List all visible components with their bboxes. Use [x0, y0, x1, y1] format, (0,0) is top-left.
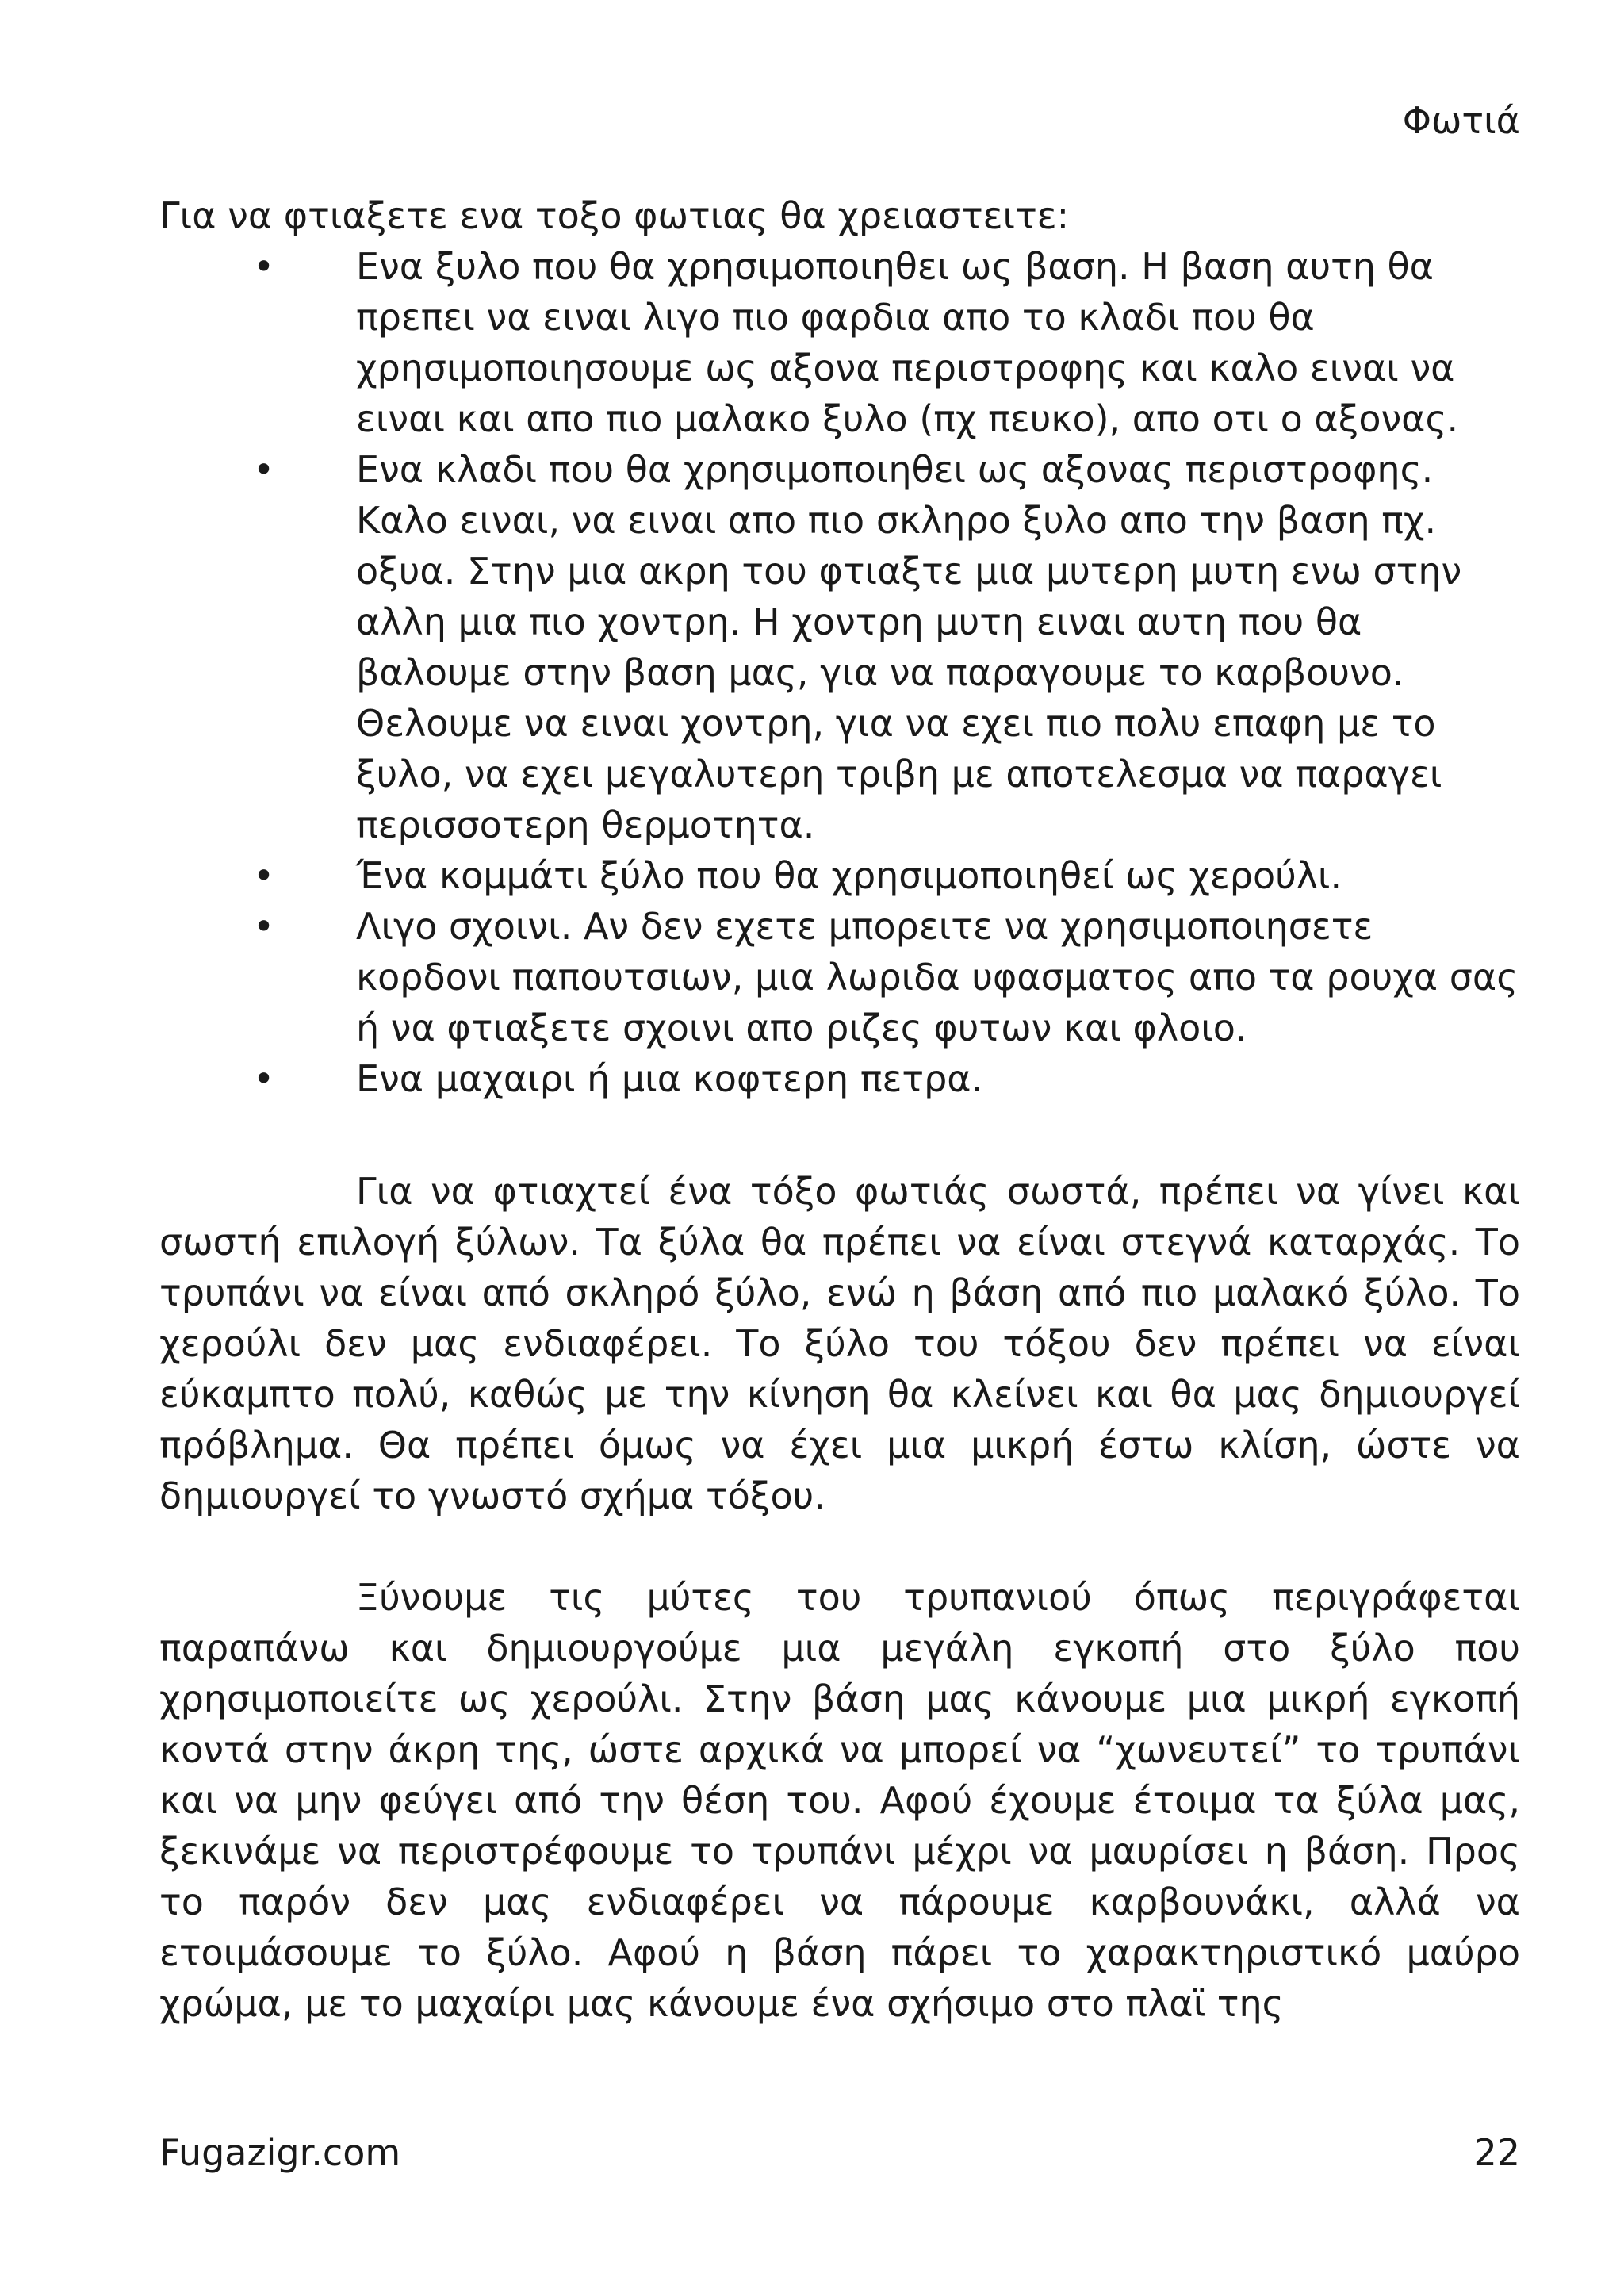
- footer-site: Fugazigr.com: [159, 2131, 401, 2174]
- running-header: Φωτιά: [1402, 99, 1520, 142]
- list-item-text: Ένα κομμάτι ξύλο που θα χρησιμοποιηθεί ως χερούλι.: [356, 854, 1342, 897]
- bullet-icon: •: [253, 905, 275, 948]
- bullet-icon: •: [253, 1057, 275, 1100]
- bullet-icon: •: [253, 854, 275, 897]
- list-item: [159, 241, 1520, 444]
- body-paragraph: Για να φτιαχτεί ένα τόξο φωτιάς σωστά, πρέπει να γίνει και σωστή επιλογή ξύλων. Τα ξύλα θα πρέπει να είναι στεγνά καταρχάς. Το τρυπάνι να είναι από σκληρό ξύλο, ενώ η βάση από πιο μαλακό ξύλο. Το χερούλι δεν μας ενδιαφέρει. Το ξύλο του τόξου δεν πρέπει να είναι εύκαμπτο πολύ, καθώς με την κίνηση θα κλείνει και θα μας δημιουργεί πρόβλημα. Θα πρέπει όμως να έχει μια μικρή έστω κλίση, ώστε να δημιουργεί το γνωστό σχήμα τόξου.: [159, 1170, 1520, 1517]
- materials-list: [159, 241, 1520, 1104]
- list-item-text: Ενα μαχαιρι ή μια κοφτερη πετρα.: [356, 1057, 983, 1100]
- bullet-icon: •: [253, 448, 275, 491]
- list-item: [159, 901, 1520, 1053]
- bullet-icon: •: [253, 245, 275, 288]
- list-item-text: Ενα κλαδι που θα χρησιμοποιηθει ως αξονας περιστροφης. Καλο ειναι, να ειναι απο πιο σκληρο ξυλο απο την βαση πχ. οξυα. Στην μια ακρη του φτιαξτε μια μυτερη μυτη ενω στην αλλη μια πιο χοντρη. Η χοντρη μυτη ειναι αυτη που θα βαλουμε στην βαση μας, για να παραγουμε το καρβουνο. Θελουμε να ειναι χοντρη, για να εχει πιο πολυ επαφη με το ξυλο, να εχει μεγαλυτερη τριβη με αποτελεσμα να παραγει περισσοτερη θερμοτητα.: [356, 448, 1462, 846]
- page-body: [159, 190, 1520, 2029]
- intro-line: Για να φτιαξετε ενα τοξο φωτιας θα χρειαστειτε:: [159, 194, 1070, 237]
- list-item: [159, 444, 1520, 850]
- list-item: [159, 850, 1520, 901]
- body-paragraph: Ξύνουμε τις μύτες του τρυπανιού όπως περιγράφεται παραπάνω και δημιουργούμε μια μεγάλη εγκοπή στο ξύλο που χρησιμοποιείτε ως χερούλι. Στην βάση μας κάνουμε μια μικρή εγκοπή κοντά στην άκρη της, ώστε αρχικά να μπορεί να “χωνευτεί” το τρυπάνι και να μην φεύγει από την θέση του. Αφού έχουμε έτοιμα τα ξύλα μας, ξεκινάμε να περιστρέφουμε το τρυπάνι μέχρι να μαυρίσει η βάση. Προς το παρόν δεν μας ενδιαφέρει να πάρουμε καρβουνάκι, αλλά να ετοιμάσουμε το ξύλο. Αφού η βάση πάρει το χαρακτηριστικό μαύρο χρώμα, με το μαχαίρι μας κάνουμε ένα σχήσιμο στο πλαϊ της: [159, 1576, 1520, 2025]
- list-item-text: Λιγο σχοινι. Αν δεν εχετε μπορειτε να χρησιμοποιησετε κορδονι παπουτσιων, μια λωριδα υφασματος απο τα ρουχα σας ή να φτιαξετε σχοινι απο ριζες φυτων και φλοιο.: [356, 905, 1519, 1049]
- page-number: 22: [1473, 2131, 1520, 2174]
- list-item-text: Ενα ξυλο που θα χρησιμοποιηθει ως βαση. Η βαση αυτη θα πρεπει να ειναι λιγο πιο φαρδια απο το κλαδι που θα χρησιμοποιησουμε ως αξονα περιστροφης και καλο ειναι να ειναι και απο πιο μαλακο ξυλο (πχ πευκο), απο οτι ο αξονας.: [356, 245, 1459, 440]
- list-item: [159, 1053, 1520, 1104]
